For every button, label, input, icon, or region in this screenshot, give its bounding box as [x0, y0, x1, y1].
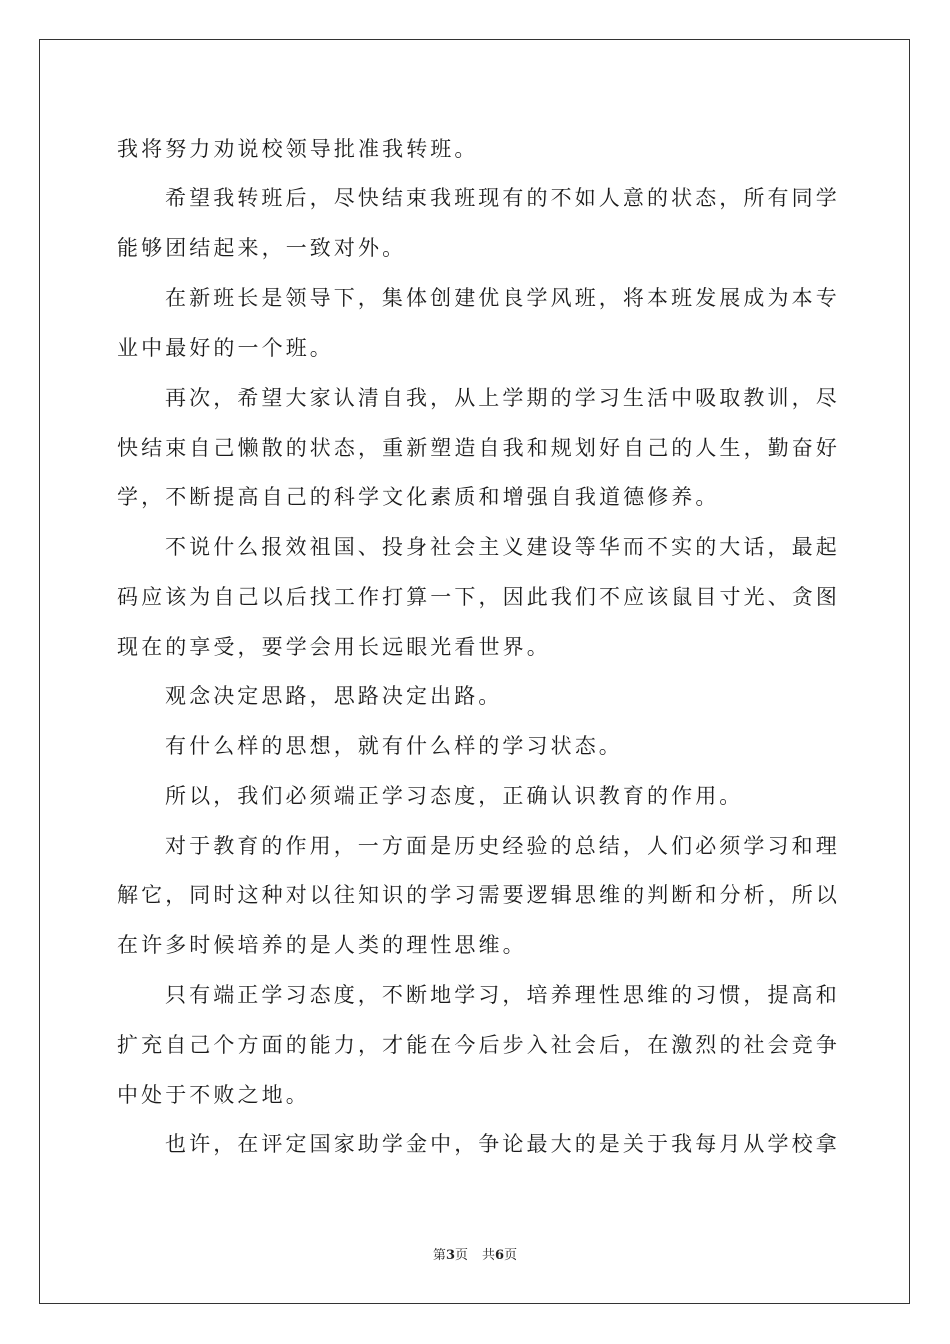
text-line: 码应该为自己以后找工作打算一下，因此我们不应该鼠目寸光、贪图: [117, 585, 840, 609]
page-footer: [0, 1247, 950, 1265]
paragraph-first-line: 观念决定思路，思路决定出路。: [165, 684, 503, 708]
paragraph-first-line: 也许，在评定国家助学金中，争论最大的是关于我每月从学校拿: [165, 1132, 840, 1156]
text-line: 扩充自己个方面的能力，才能在今后步入社会后，在激烈的社会竞争: [117, 1033, 840, 1057]
page-prefix: 第: [432, 1248, 446, 1263]
text-line: 学，不断提高自己的科学文化素质和增强自我道德修养。: [117, 485, 720, 509]
paragraph-first-line: 所以，我们必须端正学习态度，正确认识教育的作用。: [165, 784, 744, 808]
text-line: 现在的享受，要学会用长远眼光看世界。: [117, 635, 551, 659]
paragraph-first-line: 再次，希望大家认清自我，从上学期的学习生活中吸取教训，尽: [165, 386, 840, 410]
page-border: [39, 39, 910, 1304]
paragraph-first-line: 只有端正学习态度，不断地学习，培养理性思维的习惯，提高和: [165, 983, 840, 1007]
total-suffix: 页: [504, 1248, 518, 1263]
paragraph-first-line: 在新班长是领导下，集体创建优良学风班，将本班发展成为本专: [165, 286, 840, 310]
total-prefix: 共: [482, 1248, 496, 1263]
text-line: 解它，同时这种对以往知识的学习需要逻辑思维的判断和分析，所以: [117, 883, 840, 907]
text-line: 中处于不败之地。: [117, 1083, 310, 1107]
paragraph-first-line: 有什么样的思想，就有什么样的学习状态。: [165, 734, 623, 758]
page-suffix: 页: [454, 1248, 468, 1263]
paragraph-first-line: 希望我转班后，尽快结束我班现有的不如人意的状态，所有同学: [165, 186, 840, 210]
text-line: 能够团结起来，一致对外。: [117, 236, 407, 260]
page-number: 3: [445, 1248, 455, 1263]
text-line: 快结束自己懒散的状态，重新塑造自我和规划好自己的人生，勤奋好: [117, 436, 840, 460]
text-line: 业中最好的一个班。: [117, 336, 334, 360]
total-pages: 6: [495, 1248, 505, 1263]
paragraph-first-line: 对于教育的作用，一方面是历史经验的总结，人们必须学习和理: [165, 834, 840, 858]
text-line: 我将努力劝说校领导批准我转班。: [117, 137, 479, 161]
paragraph-first-line: 不说什么报效祖国、投身社会主义建设等华而不实的大话，最起: [165, 535, 840, 559]
text-line: 在许多时候培养的是人类的理性思维。: [117, 933, 527, 957]
